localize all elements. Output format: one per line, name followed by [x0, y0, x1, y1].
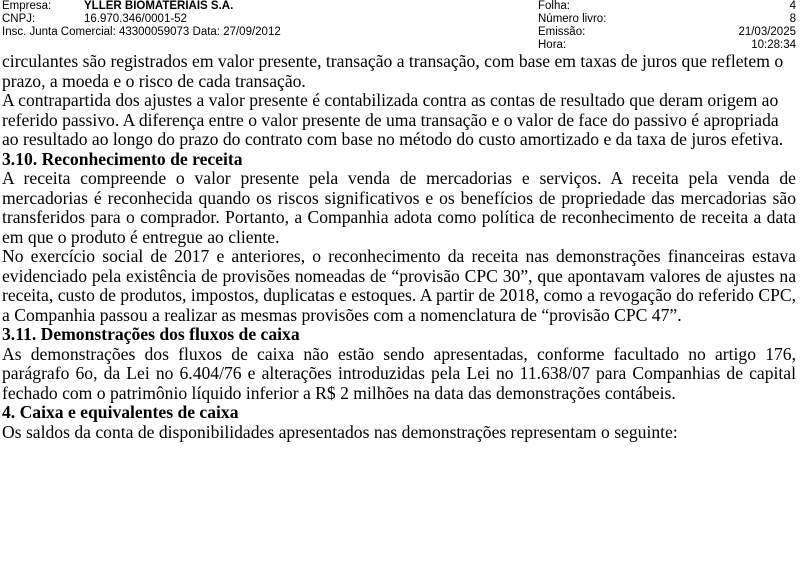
heading-reconhecimento-receita: 3.10. Reconhecimento de receita: [2, 148, 243, 169]
cnpj-value: 16.970.346/0001-52: [84, 13, 187, 25]
paragraph-valor-presente: circulantes são registrados em valor presente, transação a transação, com base em taxas de juros que refletem o prazo, a moeda e o risco de cada transação.: [2, 51, 784, 91]
hora-label: Hora:: [538, 39, 567, 51]
heading-caixa-equivalentes: 4. Caixa e equivalentes de caixa: [2, 402, 239, 422]
emissao-label: Emissão:: [538, 26, 586, 38]
numero-livro-label: Número livro:: [538, 13, 607, 25]
paragraph-contrapartida: A contrapartida dos ajustes a valor presente é contabilizada contra as contas de resultado que deram origem ao referido passivo. A diferença entre o valor presente de uma transação e o valor de face do passivo é apropriada ao resultado ao longo do prazo do contrato com base no método do custo amortizado e da taxa de juros efetiva.: [2, 90, 784, 149]
emissao-value: 21/03/2025: [738, 26, 796, 38]
paragraph-receita: A receita compreende o valor presente pela venda de mercadorias e serviços. A receita pela venda de mercadorias é reconhecida quando os riscos significativos e os benefícios de propriedade das mercadorias são transferidos para o comprador. Portanto, a Companhia adota como política de reconhecimento de receita a data em que o produto é entregue ao cliente.: [2, 168, 796, 247]
hora-value: 10:28:34: [751, 39, 796, 51]
empresa-value: YLLER BIOMATERIAIS S.A.: [84, 0, 234, 12]
document-body: [2, 52, 796, 442]
heading-fluxos-caixa: 3.11. Demonstrações dos fluxos de caixa: [2, 324, 300, 344]
paragraph-exercicio-2017: No exercício social de 2017 e anteriores, o reconhecimento da receita nas demonstrações financeiras estava evidenciado pela existência de provisões nomeadas de “provisão CPC 30”, que apontavam valores de ajustes na receita, custo de produtos, impostos, duplicatas e estoques. A partir de 2018, como a revogação do referido CPC, a Companhia passou a realizar as mesmas provisões com a nomenclatura de “provisão CPC 47”.: [2, 246, 796, 325]
cnpj-label: CNPJ:: [2, 13, 36, 25]
numero-livro-value: 8: [789, 13, 796, 25]
junta-comercial-info: Insc. Junta Comercial: 43300059073 Data: 27/09/2012: [2, 26, 281, 38]
document-header: [0, 0, 800, 52]
paragraph-fluxos-caixa: As demonstrações dos fluxos de caixa não estão sendo apresentadas, conforme facultado no artigo 176, parágrafo 6o, da Lei no 6.404/76 e alterações introduzidas pela Lei no 11.638/07 para Companhias de capital fechado com o patrimônio líquido inferior a R$ 2 milhões na data das demonstrações contábeis.: [2, 343, 796, 403]
folha-value: 4: [789, 0, 796, 12]
folha-label: Folha:: [538, 0, 570, 12]
paragraph-disponibilidades: Os saldos da conta de disponibilidades apresentados nas demonstrações representam o seguinte:: [2, 421, 678, 442]
empresa-label: Empresa:: [2, 0, 52, 12]
